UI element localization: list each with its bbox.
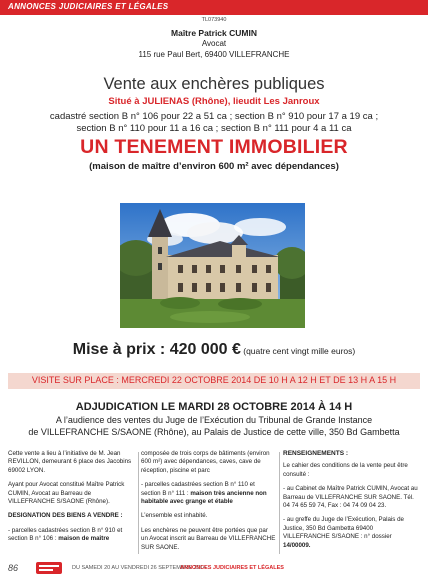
footer-section: ANNONCES JUDICIAIRES ET LÉGALES: [180, 565, 284, 571]
reference-number: TL073940: [201, 17, 227, 23]
headline: Vente aux enchères publiques: [103, 75, 325, 93]
publication-logo-icon: [36, 562, 62, 574]
lawyer-title: Avocat: [201, 39, 227, 48]
initiative-paragraph: Cette vente a lieu à l’initiative de M. Jean REVILLON, demeurant 6 place des Jacobins 69002 LYON.: [8, 450, 132, 474]
location-line: Situé à JULIENAS (Rhône), lieudit Les Janroux: [108, 96, 320, 107]
info-paragraph-1: Le cahier des conditions de la vente peut être consulté :: [283, 462, 408, 478]
audience-line-2: de VILLEFRANCHE S/SAONE (Rhône), au Palais de Justice de cette ville, 350 Bd Gambetta: [28, 427, 400, 437]
price-amount: 420 000 €: [169, 341, 241, 358]
info-box: [283, 450, 420, 556]
cadastre-line-2: section B n° 110 pour 11 a 16 ca ; section B n° 111 pour 4 a 11 ca: [76, 123, 352, 134]
column-1: [8, 450, 136, 550]
property-photo: [120, 203, 305, 328]
audience-line-1: A l’audience des ventes du Juge de l’Exécution du Tribunal de Grande Instance: [55, 415, 373, 425]
issue-dates: DU SAMEDI 20 AU VENDREDI 26 SEPTEMBRE 2014: [72, 565, 206, 571]
visit-banner: [8, 373, 420, 389]
inhabited-paragraph: L’ensemble est inhabité.: [141, 512, 208, 520]
column-2: [141, 450, 276, 558]
info-paragraph-3: - au greffe du Juge de l’Exécution, Palais de Justice, 350 Bd Gambetta 69400 VILLEFRANCHE S/SAONE : n° dossier 14/00009.: [283, 516, 404, 549]
designation-heading: DESIGNATION DES BIENS A VENDRE :: [8, 512, 123, 520]
composition-paragraph: composée de trois corps de bâtiments (environ 600 m²) avec dépendances, caves, cave de réception, piscine et parc: [141, 450, 270, 474]
page-footer: [0, 560, 428, 580]
parcel-paragraph-1: - parcelles cadastrées section B n° 910 et section B n° 106 : maison de maître: [8, 526, 123, 543]
parcel-paragraph-2: - parcelles cadastrées section B n° 110 et section B n° 111 : maison très ancienne non habitable avec grange et étable: [141, 481, 267, 506]
price-label: Mise à prix :: [72, 341, 170, 358]
bids-paragraph: Les enchères ne peuvent être portées que par un Avocat inscrit au Barreau de VILLEFRANCHE SUR SAONE.: [141, 526, 276, 551]
visit-text: VISITE SUR PLACE : MERCREDI 22 OCTOBRE 2014 DE 10 H A 12 H ET DE 13 H A 15 H: [31, 375, 397, 385]
lawyer-name: Maître Patrick CUMIN: [171, 28, 257, 38]
page-number: 86: [8, 563, 19, 573]
info-heading: RENSEIGNEMENTS :: [283, 450, 349, 457]
adjudication-line: ADJUDICATION LE MARDI 28 OCTOBRE 2014 À 14 H: [75, 401, 353, 413]
main-title: UN TENEMENT IMMOBILIER: [80, 136, 348, 158]
cadastre-line-1: cadastré section B n° 106 pour 22 a 51 ca ; section B n° 910 pour 17 a 19 ca ;: [49, 111, 379, 122]
subtitle: (maison de maître d’environ 600 m² avec dépendances): [89, 161, 339, 172]
price-words: (quatre cent vingt mille euros): [240, 346, 356, 356]
info-paragraph-2: - au Cabinet de Maître Patrick CUMIN, Avocat au Barreau de VILLEFRANCHE SUR SAONE. Tél. 04 74 65 59 74, Fax : 04 74 09 04 23.: [283, 485, 418, 510]
section-banner: [0, 0, 428, 15]
column-divider: [279, 452, 280, 554]
lawyer-paragraph: Ayant pour Avocat constitué Maître Patrick CUMIN, Avocat au Barreau de VILLEFRANCHE S/SAONE (Rhône).: [8, 481, 125, 506]
price-line: [0, 341, 428, 359]
column-divider: [138, 452, 139, 554]
lawyer-address: 115 rue Paul Bert, 69400 VILLEFRANCHE: [138, 50, 290, 59]
banner-text: ANNONCES JUDICIAIRES ET LÉGALES: [8, 2, 169, 11]
